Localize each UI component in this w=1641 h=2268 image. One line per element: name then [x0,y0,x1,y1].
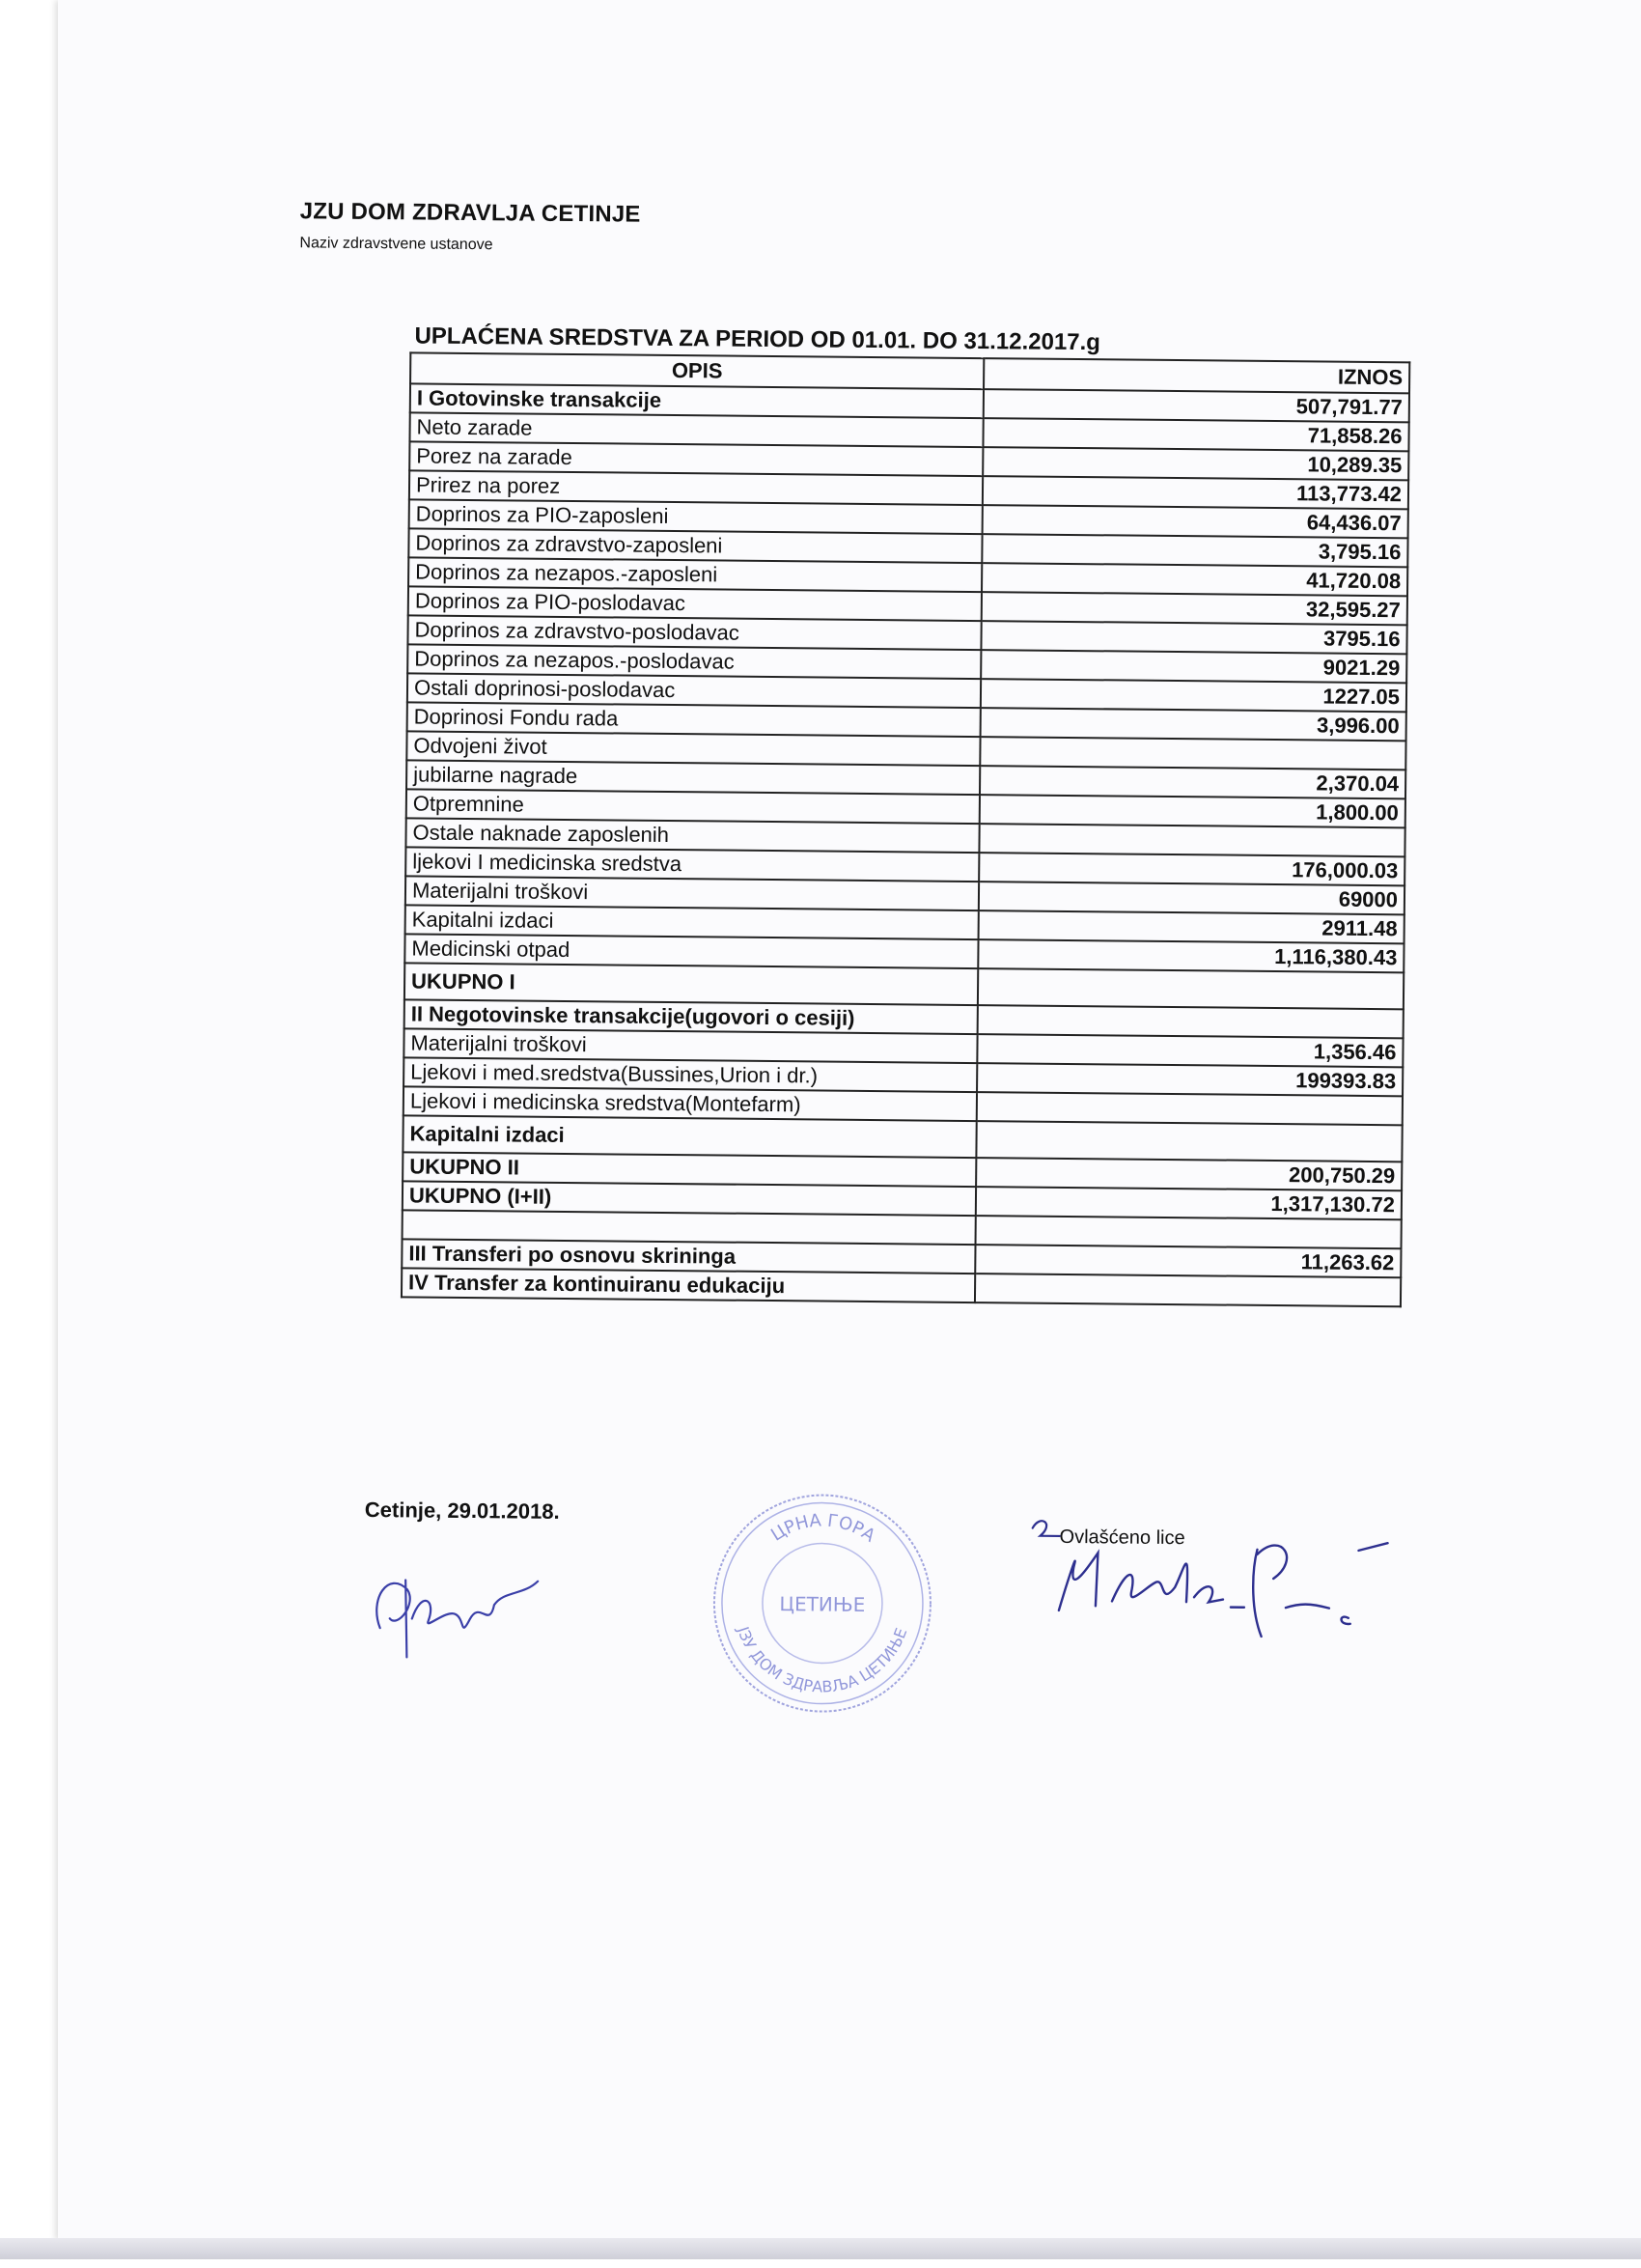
row-description: Kapitalni izdaci [403,1115,976,1158]
row-amount: 69000 [979,882,1405,914]
signatory-label: Ovlašćeno lice [1059,1526,1185,1550]
row-amount: 1,116,380.43 [978,939,1404,972]
row-amount [976,1121,1402,1162]
institution-name: JZU DOM ZDRAVLJA CETINJE [299,198,641,228]
stamp-text-center: ЦЕТИЊЕ [779,1592,866,1616]
row-description: Ljekovi i med.sredstva(Bussines,Urion i dr.) [403,1057,977,1092]
signature-right [1020,1509,1427,1648]
row-amount: 64,436.07 [983,505,1408,538]
row-amount: 1,356.46 [977,1034,1403,1067]
place-date: Cetinje, 29.01.2018. [364,1498,560,1524]
column-header-opis: OPIS [410,352,984,389]
row-amount: 9021.29 [981,650,1406,683]
row-description: Doprinos za PIO-poslodavac [408,586,982,621]
signature-left [368,1560,542,1668]
row-amount: 2911.48 [979,910,1405,943]
row-description: Doprinos za nezapos.-poslodavac [407,644,981,679]
row-description: Doprinos za PIO-zaposleni [409,499,983,534]
row-amount: 200,750.29 [976,1158,1402,1190]
row-description: Ostali doprinosi-poslodavac [407,673,981,708]
row-description: Doprinos za nezapos.-zaposleni [408,557,982,592]
row-amount: 10,289.35 [983,447,1408,480]
row-amount: 11,263.62 [975,1245,1401,1277]
row-description: Doprinos za zdravstvo-zaposleni [408,528,982,563]
official-stamp [706,1486,939,1720]
row-amount [979,824,1405,856]
row-description: Ostale naknade zaposlenih [405,818,979,853]
row-description: ljekovi I medicinska sredstva [405,847,979,882]
row-description: II Negotovinske transakcije(ugovori o cesiji) [404,999,978,1034]
row-description: jubilarne nagrade [406,760,980,795]
row-amount [978,1005,1404,1038]
row-amount: 1227.05 [981,679,1406,712]
stamp-text-top: ЦРНА ГОРА [767,1510,879,1547]
row-description: UKUPNO (I+II) [403,1181,976,1216]
row-description: Materijalni troškovi [403,1028,977,1063]
row-description: Prirez na porez [409,470,983,505]
row-amount: 3795.16 [981,621,1406,654]
row-description: Doprinos za zdravstvo-poslodavac [407,615,981,650]
row-amount [976,1216,1402,1248]
row-description: Kapitalni izdaci [405,905,979,939]
row-description: Materijalni troškovi [405,876,979,910]
svg-text:ЈЗУ ДОМ ЗДРАВЉА ЦЕТИЊЕ [733,1623,910,1696]
row-description: Porez na zarade [409,441,983,476]
row-description: Medicinski otpad [404,934,978,968]
row-description: UKUPNO II [403,1152,976,1187]
row-amount: 3,996.00 [981,708,1406,741]
row-amount [978,968,1404,1009]
row-amount: 113,773.42 [983,476,1408,509]
row-amount: 176,000.03 [979,853,1405,885]
row-amount: 41,720.08 [982,563,1407,596]
row-description: Neto zarade [409,412,983,447]
report-title: UPLAĆENA SREDSTVA ZA PERIOD OD 01.01. DO 31.12.2017.g [414,322,1101,356]
row-amount [980,737,1405,770]
row-description: Odvojeni život [406,731,980,766]
row-amount: 1,317,130.72 [976,1187,1402,1219]
row-amount [977,1092,1403,1125]
column-header-iznos: IZNOS [984,358,1409,393]
report-table [401,351,1410,1307]
row-description: III Transferi po osnovu skrininga [402,1239,975,1274]
row-description: UKUPNO I [404,963,978,1005]
institution-label: Naziv zdravstvene ustanove [299,235,493,254]
svg-text:ЦРНА ГОРА [767,1510,879,1547]
row-amount: 71,858.26 [983,418,1408,451]
row-description: Otpremnine [406,789,980,824]
row-amount: 3,795.16 [982,534,1407,567]
row-amount: 32,595.27 [982,592,1407,625]
row-description: I Gotovinske transakcije [410,383,984,418]
row-description: Doprinosi Fondu rada [407,702,981,737]
row-amount: 199393.83 [977,1063,1403,1096]
row-amount: 507,791.77 [984,389,1409,422]
row-description: Ljekovi i medicinska sredstva(Montefarm) [403,1086,977,1121]
row-amount: 1,800.00 [980,795,1405,827]
row-description: IV Transfer za kontinuiranu edukaciju [402,1268,975,1302]
stamp-text-bottom: ЈЗУ ДОМ ЗДРАВЉА ЦЕТИЊЕ [734,1624,911,1696]
row-amount: 2,370.04 [980,766,1405,798]
row-amount [975,1274,1401,1306]
